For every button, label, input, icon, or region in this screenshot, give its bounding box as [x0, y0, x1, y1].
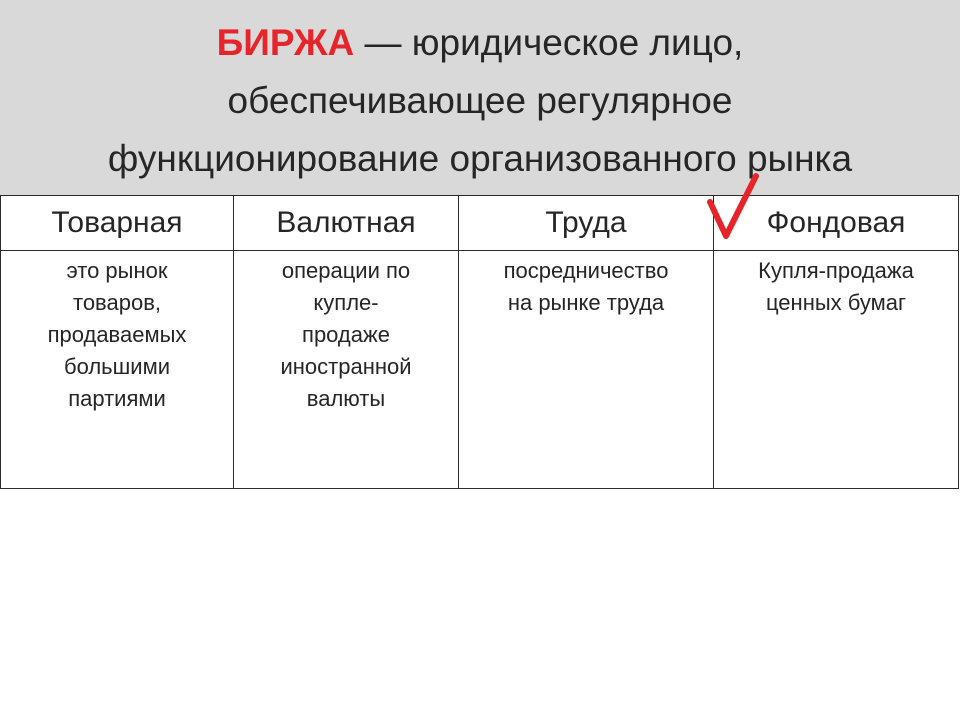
cell-line: ценных бумаг	[765, 290, 907, 315]
header-labor: Труда	[459, 196, 714, 251]
header-commodity: Товарная	[1, 196, 234, 251]
cell-commodity-description	[1, 251, 234, 489]
cell-line: это рынок	[66, 258, 168, 283]
description-row	[1, 251, 959, 489]
check-mark-stroke	[710, 176, 756, 236]
exchange-types-table	[0, 195, 959, 489]
cell-labor-description	[459, 251, 714, 489]
cell-line: товаров,	[72, 290, 161, 315]
cell-line: Купля-продажа	[758, 258, 914, 283]
cell-line: партиями	[68, 386, 166, 411]
cell-line: продаже	[302, 322, 390, 347]
cell-line: большими	[63, 354, 170, 379]
cell-line: операции по	[281, 258, 411, 283]
header-currency: Валютная	[234, 196, 459, 251]
cell-stock-description	[714, 251, 959, 489]
header-row	[1, 196, 959, 251]
slide-title	[0, 14, 960, 188]
title-line-1	[0, 14, 960, 72]
header-stock: Фондовая	[714, 196, 959, 251]
check-mark-icon	[704, 172, 762, 242]
title-line-3: функционирование организованного рынка	[107, 138, 853, 179]
cell-line: продаваемых	[47, 322, 187, 347]
cell-line: купле-	[313, 290, 379, 315]
title-line-2: обеспечивающее регулярное	[227, 80, 733, 121]
cell-line: валюты	[306, 386, 386, 411]
title-term: БИРЖА	[216, 22, 355, 63]
cell-line: иностранной	[280, 354, 412, 379]
cell-line: на рынке труда	[507, 290, 665, 315]
title-line-1-rest: — юридическое лицо,	[354, 22, 744, 63]
cell-line: посредничество	[503, 258, 669, 283]
cell-currency-description	[234, 251, 459, 489]
title-band	[0, 0, 960, 196]
